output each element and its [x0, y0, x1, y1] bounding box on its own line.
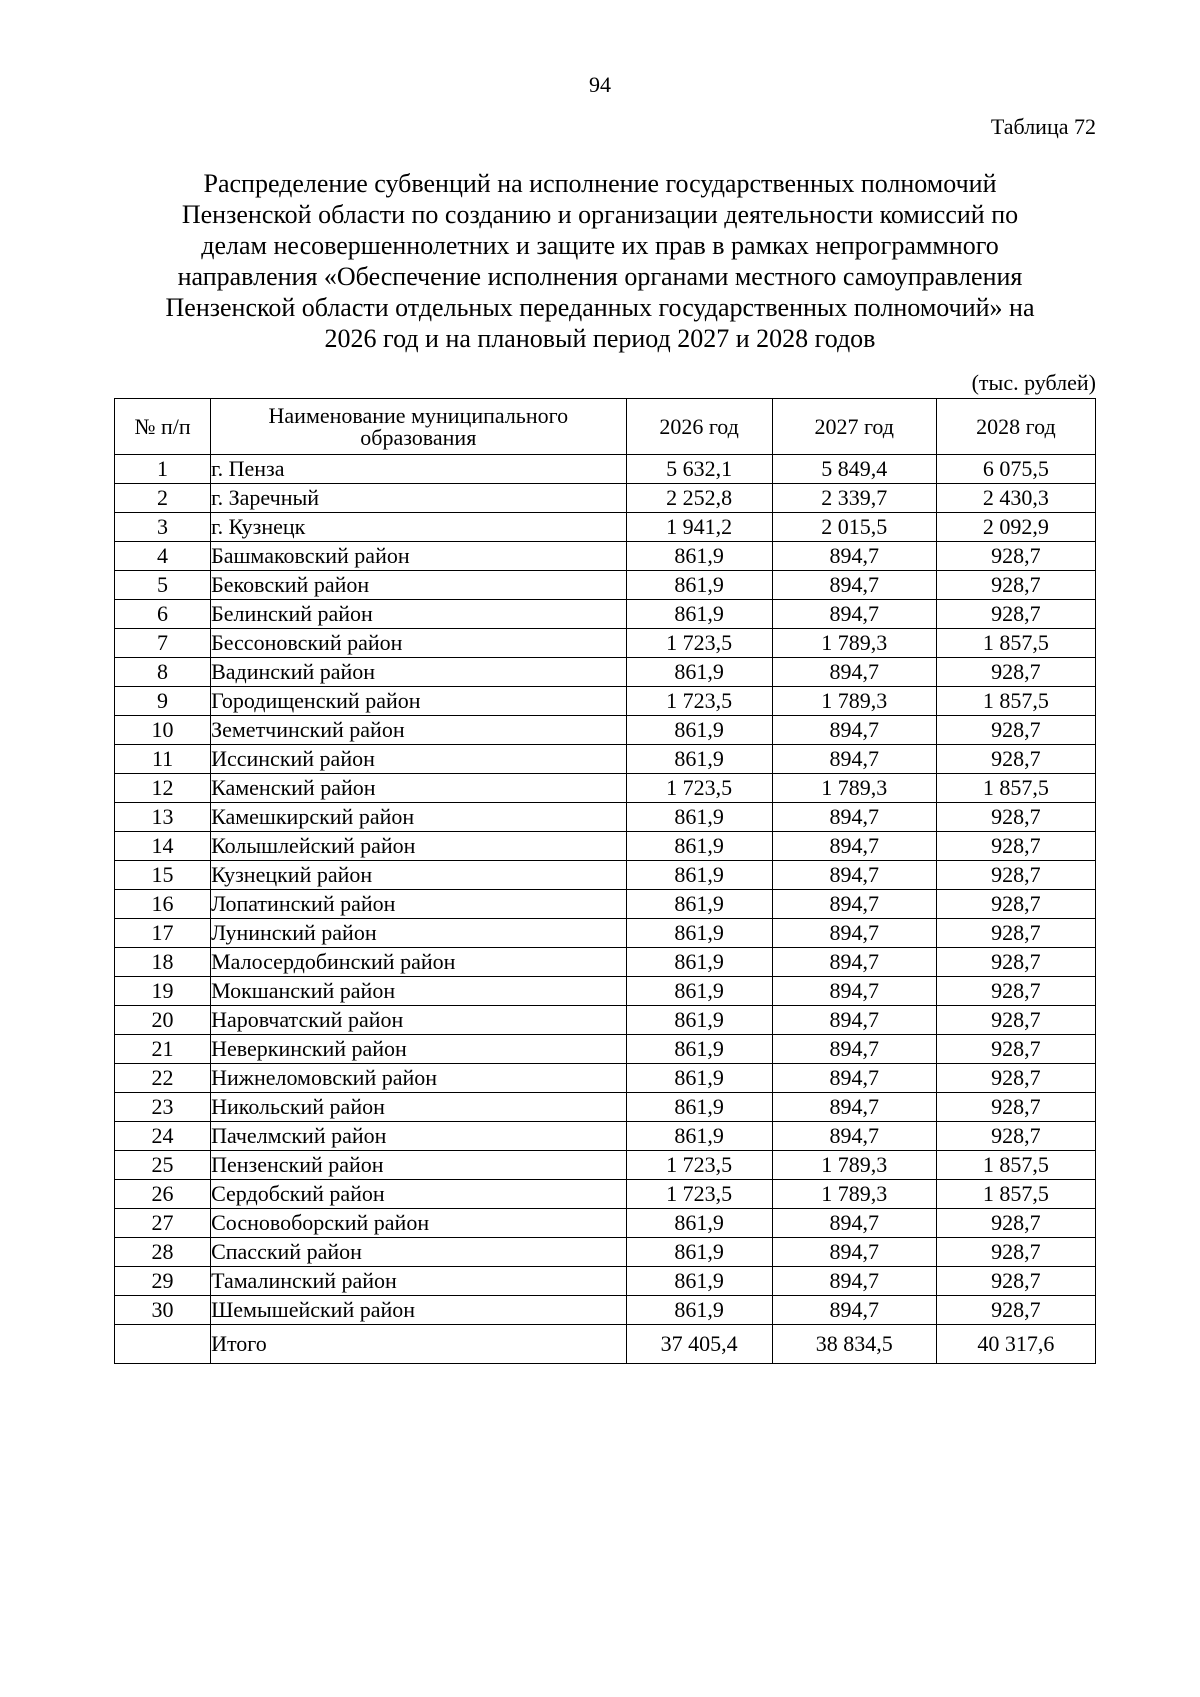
cell-name: Бессоновский район	[211, 629, 626, 658]
cell-2028: 928,7	[936, 861, 1095, 890]
header-num: № п/п	[115, 399, 211, 455]
cell-2028: 928,7	[936, 745, 1095, 774]
cell-2028: 928,7	[936, 1093, 1095, 1122]
table-row	[115, 832, 1096, 861]
cell-name: Пачелмский район	[211, 1122, 626, 1151]
cell-num: 20	[115, 1006, 211, 1035]
cell-2027: 38 834,5	[772, 1325, 936, 1364]
table-row	[115, 890, 1096, 919]
cell-2028: 928,7	[936, 1296, 1095, 1325]
table-row	[115, 629, 1096, 658]
cell-name: Колышлейский район	[211, 832, 626, 861]
cell-2027: 894,7	[772, 1267, 936, 1296]
header-2027: 2027 год	[772, 399, 936, 455]
cell-2027: 894,7	[772, 571, 936, 600]
cell-2026: 861,9	[626, 832, 772, 861]
cell-name: Итого	[211, 1325, 626, 1364]
cell-2026: 861,9	[626, 716, 772, 745]
cell-name: г. Кузнецк	[211, 513, 626, 542]
cell-2028: 928,7	[936, 1267, 1095, 1296]
cell-2027: 894,7	[772, 1122, 936, 1151]
table-row	[115, 600, 1096, 629]
cell-2026: 861,9	[626, 600, 772, 629]
title-line: Распределение субвенций на исполнение государственных полномочий	[203, 169, 997, 198]
cell-name: Вадинский район	[211, 658, 626, 687]
cell-name: Нижнеломовский район	[211, 1064, 626, 1093]
cell-2026: 861,9	[626, 1035, 772, 1064]
cell-name: Тамалинский район	[211, 1267, 626, 1296]
cell-2028: 928,7	[936, 1006, 1095, 1035]
cell-name: Иссинский район	[211, 745, 626, 774]
cell-name: Башмаковский район	[211, 542, 626, 571]
cell-2026: 861,9	[626, 1064, 772, 1093]
cell-2026: 861,9	[626, 1093, 772, 1122]
cell-name: Малосердобинский район	[211, 948, 626, 977]
cell-2027: 894,7	[772, 1238, 936, 1267]
subvention-table	[114, 398, 1096, 1364]
cell-2028: 928,7	[936, 1122, 1095, 1151]
cell-num: 11	[115, 745, 211, 774]
table-row	[115, 484, 1096, 513]
cell-2026: 1 723,5	[626, 774, 772, 803]
cell-2028: 2 430,3	[936, 484, 1095, 513]
cell-name: Пензенский район	[211, 1151, 626, 1180]
cell-2026: 1 941,2	[626, 513, 772, 542]
cell-2026: 37 405,4	[626, 1325, 772, 1364]
cell-2028: 928,7	[936, 803, 1095, 832]
cell-2026: 861,9	[626, 948, 772, 977]
cell-num: 28	[115, 1238, 211, 1267]
cell-num: 30	[115, 1296, 211, 1325]
table-row	[115, 977, 1096, 1006]
cell-2027: 1 789,3	[772, 1180, 936, 1209]
cell-2028: 1 857,5	[936, 1180, 1095, 1209]
cell-name: Наровчатский район	[211, 1006, 626, 1035]
cell-2028: 928,7	[936, 948, 1095, 977]
cell-2028: 928,7	[936, 977, 1095, 1006]
cell-2027: 2 015,5	[772, 513, 936, 542]
cell-2027: 1 789,3	[772, 774, 936, 803]
table-row	[115, 1151, 1096, 1180]
table-label: Таблица 72	[990, 114, 1096, 139]
cell-num: 2	[115, 484, 211, 513]
title-line: делам несовершеннолетних и защите их прав в рамках непрограммного	[201, 231, 999, 260]
cell-name: Белинский район	[211, 600, 626, 629]
cell-num: 25	[115, 1151, 211, 1180]
cell-2027: 894,7	[772, 1006, 936, 1035]
cell-2028: 928,7	[936, 919, 1095, 948]
title-line: Пензенской области по созданию и организации деятельности комиссий по	[181, 200, 1019, 229]
cell-2028: 928,7	[936, 600, 1095, 629]
cell-name: Каменский район	[211, 774, 626, 803]
page-number: 94	[589, 72, 611, 97]
cell-2027: 894,7	[772, 803, 936, 832]
header-2026: 2026 год	[626, 399, 772, 455]
table-row	[115, 1093, 1096, 1122]
cell-2027: 894,7	[772, 832, 936, 861]
cell-2026: 861,9	[626, 977, 772, 1006]
cell-2026: 861,9	[626, 1122, 772, 1151]
cell-2027: 894,7	[772, 716, 936, 745]
cell-name: Земетчинский район	[211, 716, 626, 745]
cell-2028: 928,7	[936, 832, 1095, 861]
table-row	[115, 1209, 1096, 1238]
cell-2028: 928,7	[936, 542, 1095, 571]
cell-2026: 861,9	[626, 919, 772, 948]
cell-2027: 894,7	[772, 542, 936, 571]
cell-2026: 861,9	[626, 1006, 772, 1035]
title-line: направления «Обеспечение исполнения органами местного самоуправления	[177, 262, 1023, 291]
cell-name: г. Заречный	[211, 484, 626, 513]
cell-2027: 1 789,3	[772, 1151, 936, 1180]
cell-2028: 928,7	[936, 890, 1095, 919]
cell-2028: 928,7	[936, 1209, 1095, 1238]
cell-2026: 861,9	[626, 1209, 772, 1238]
cell-2028: 2 092,9	[936, 513, 1095, 542]
cell-name: Бековский район	[211, 571, 626, 600]
table-row	[115, 745, 1096, 774]
cell-name: Неверкинский район	[211, 1035, 626, 1064]
cell-num	[115, 1325, 211, 1364]
cell-2027: 2 339,7	[772, 484, 936, 513]
cell-2026: 861,9	[626, 803, 772, 832]
cell-num: 21	[115, 1035, 211, 1064]
cell-name: Лунинский район	[211, 919, 626, 948]
cell-num: 19	[115, 977, 211, 1006]
cell-num: 12	[115, 774, 211, 803]
cell-name: Сосновоборский район	[211, 1209, 626, 1238]
cell-2027: 1 789,3	[772, 687, 936, 716]
cell-2026: 1 723,5	[626, 629, 772, 658]
cell-name: Сердобский район	[211, 1180, 626, 1209]
cell-num: 5	[115, 571, 211, 600]
cell-num: 29	[115, 1267, 211, 1296]
header-name: Наименование муниципального образования	[211, 399, 626, 455]
cell-num: 26	[115, 1180, 211, 1209]
table-row	[115, 919, 1096, 948]
cell-num: 10	[115, 716, 211, 745]
cell-2026: 5 632,1	[626, 455, 772, 484]
cell-2026: 861,9	[626, 658, 772, 687]
table-row	[115, 455, 1096, 484]
cell-name: Кузнецкий район	[211, 861, 626, 890]
cell-2027: 894,7	[772, 1209, 936, 1238]
table-row	[115, 861, 1096, 890]
cell-2028: 1 857,5	[936, 629, 1095, 658]
table-row	[115, 513, 1096, 542]
table-row	[115, 658, 1096, 687]
table-row	[115, 716, 1096, 745]
cell-2026: 861,9	[626, 1267, 772, 1296]
header-2028: 2028 год	[936, 399, 1095, 455]
cell-name: Спасский район	[211, 1238, 626, 1267]
table-row	[115, 803, 1096, 832]
cell-2027: 894,7	[772, 658, 936, 687]
cell-2027: 894,7	[772, 1064, 936, 1093]
table-row	[115, 1064, 1096, 1093]
cell-2028: 928,7	[936, 1238, 1095, 1267]
cell-2026: 861,9	[626, 1238, 772, 1267]
cell-2027: 894,7	[772, 1035, 936, 1064]
cell-num: 22	[115, 1064, 211, 1093]
cell-2026: 1 723,5	[626, 1180, 772, 1209]
cell-2028: 1 857,5	[936, 774, 1095, 803]
title-line: 2026 год и на плановый период 2027 и 2028 годов	[324, 324, 876, 353]
units-label: (тыс. рублей)	[971, 370, 1096, 395]
cell-2026: 1 723,5	[626, 1151, 772, 1180]
table-row	[115, 948, 1096, 977]
table-row	[115, 1296, 1096, 1325]
cell-2027: 894,7	[772, 919, 936, 948]
cell-num: 4	[115, 542, 211, 571]
table-row	[115, 774, 1096, 803]
document-title	[115, 168, 1085, 354]
cell-name: Камешкирский район	[211, 803, 626, 832]
cell-name: Никольский район	[211, 1093, 626, 1122]
total-row	[115, 1325, 1096, 1364]
cell-num: 23	[115, 1093, 211, 1122]
cell-2026: 1 723,5	[626, 687, 772, 716]
cell-2026: 861,9	[626, 571, 772, 600]
table-row	[115, 542, 1096, 571]
cell-2027: 894,7	[772, 1093, 936, 1122]
cell-2027: 894,7	[772, 948, 936, 977]
table-row	[115, 1267, 1096, 1296]
cell-2028: 40 317,6	[936, 1325, 1095, 1364]
table-row	[115, 1006, 1096, 1035]
cell-num: 8	[115, 658, 211, 687]
cell-2027: 894,7	[772, 861, 936, 890]
cell-2027: 894,7	[772, 977, 936, 1006]
cell-name: Мокшанский район	[211, 977, 626, 1006]
cell-2028: 1 857,5	[936, 1151, 1095, 1180]
cell-2028: 928,7	[936, 1064, 1095, 1093]
table-row	[115, 1238, 1096, 1267]
cell-name: Городищенский район	[211, 687, 626, 716]
cell-2027: 894,7	[772, 1296, 936, 1325]
cell-num: 7	[115, 629, 211, 658]
cell-num: 27	[115, 1209, 211, 1238]
cell-num: 3	[115, 513, 211, 542]
cell-num: 1	[115, 455, 211, 484]
table-row	[115, 1122, 1096, 1151]
cell-2026: 861,9	[626, 1296, 772, 1325]
cell-2027: 894,7	[772, 745, 936, 774]
cell-2028: 928,7	[936, 658, 1095, 687]
cell-2026: 2 252,8	[626, 484, 772, 513]
cell-num: 16	[115, 890, 211, 919]
cell-2027: 894,7	[772, 890, 936, 919]
table-row	[115, 571, 1096, 600]
cell-2028: 6 075,5	[936, 455, 1095, 484]
cell-name: Шемышейский район	[211, 1296, 626, 1325]
cell-2026: 861,9	[626, 861, 772, 890]
cell-2027: 1 789,3	[772, 629, 936, 658]
cell-2026: 861,9	[626, 890, 772, 919]
cell-num: 18	[115, 948, 211, 977]
cell-2028: 928,7	[936, 716, 1095, 745]
cell-num: 24	[115, 1122, 211, 1151]
cell-2028: 1 857,5	[936, 687, 1095, 716]
table-row	[115, 1035, 1096, 1064]
table-header-row	[115, 399, 1096, 455]
title-line: Пензенской области отдельных переданных государственных полномочий» на	[165, 293, 1035, 322]
cell-num: 9	[115, 687, 211, 716]
table-row	[115, 1180, 1096, 1209]
table-row	[115, 687, 1096, 716]
cell-num: 15	[115, 861, 211, 890]
cell-num: 6	[115, 600, 211, 629]
cell-2026: 861,9	[626, 745, 772, 774]
cell-name: Лопатинский район	[211, 890, 626, 919]
cell-num: 13	[115, 803, 211, 832]
cell-2027: 894,7	[772, 600, 936, 629]
cell-name: г. Пенза	[211, 455, 626, 484]
cell-2026: 861,9	[626, 542, 772, 571]
cell-num: 14	[115, 832, 211, 861]
cell-num: 17	[115, 919, 211, 948]
cell-2027: 5 849,4	[772, 455, 936, 484]
cell-2028: 928,7	[936, 571, 1095, 600]
table-body	[115, 455, 1096, 1364]
cell-2028: 928,7	[936, 1035, 1095, 1064]
